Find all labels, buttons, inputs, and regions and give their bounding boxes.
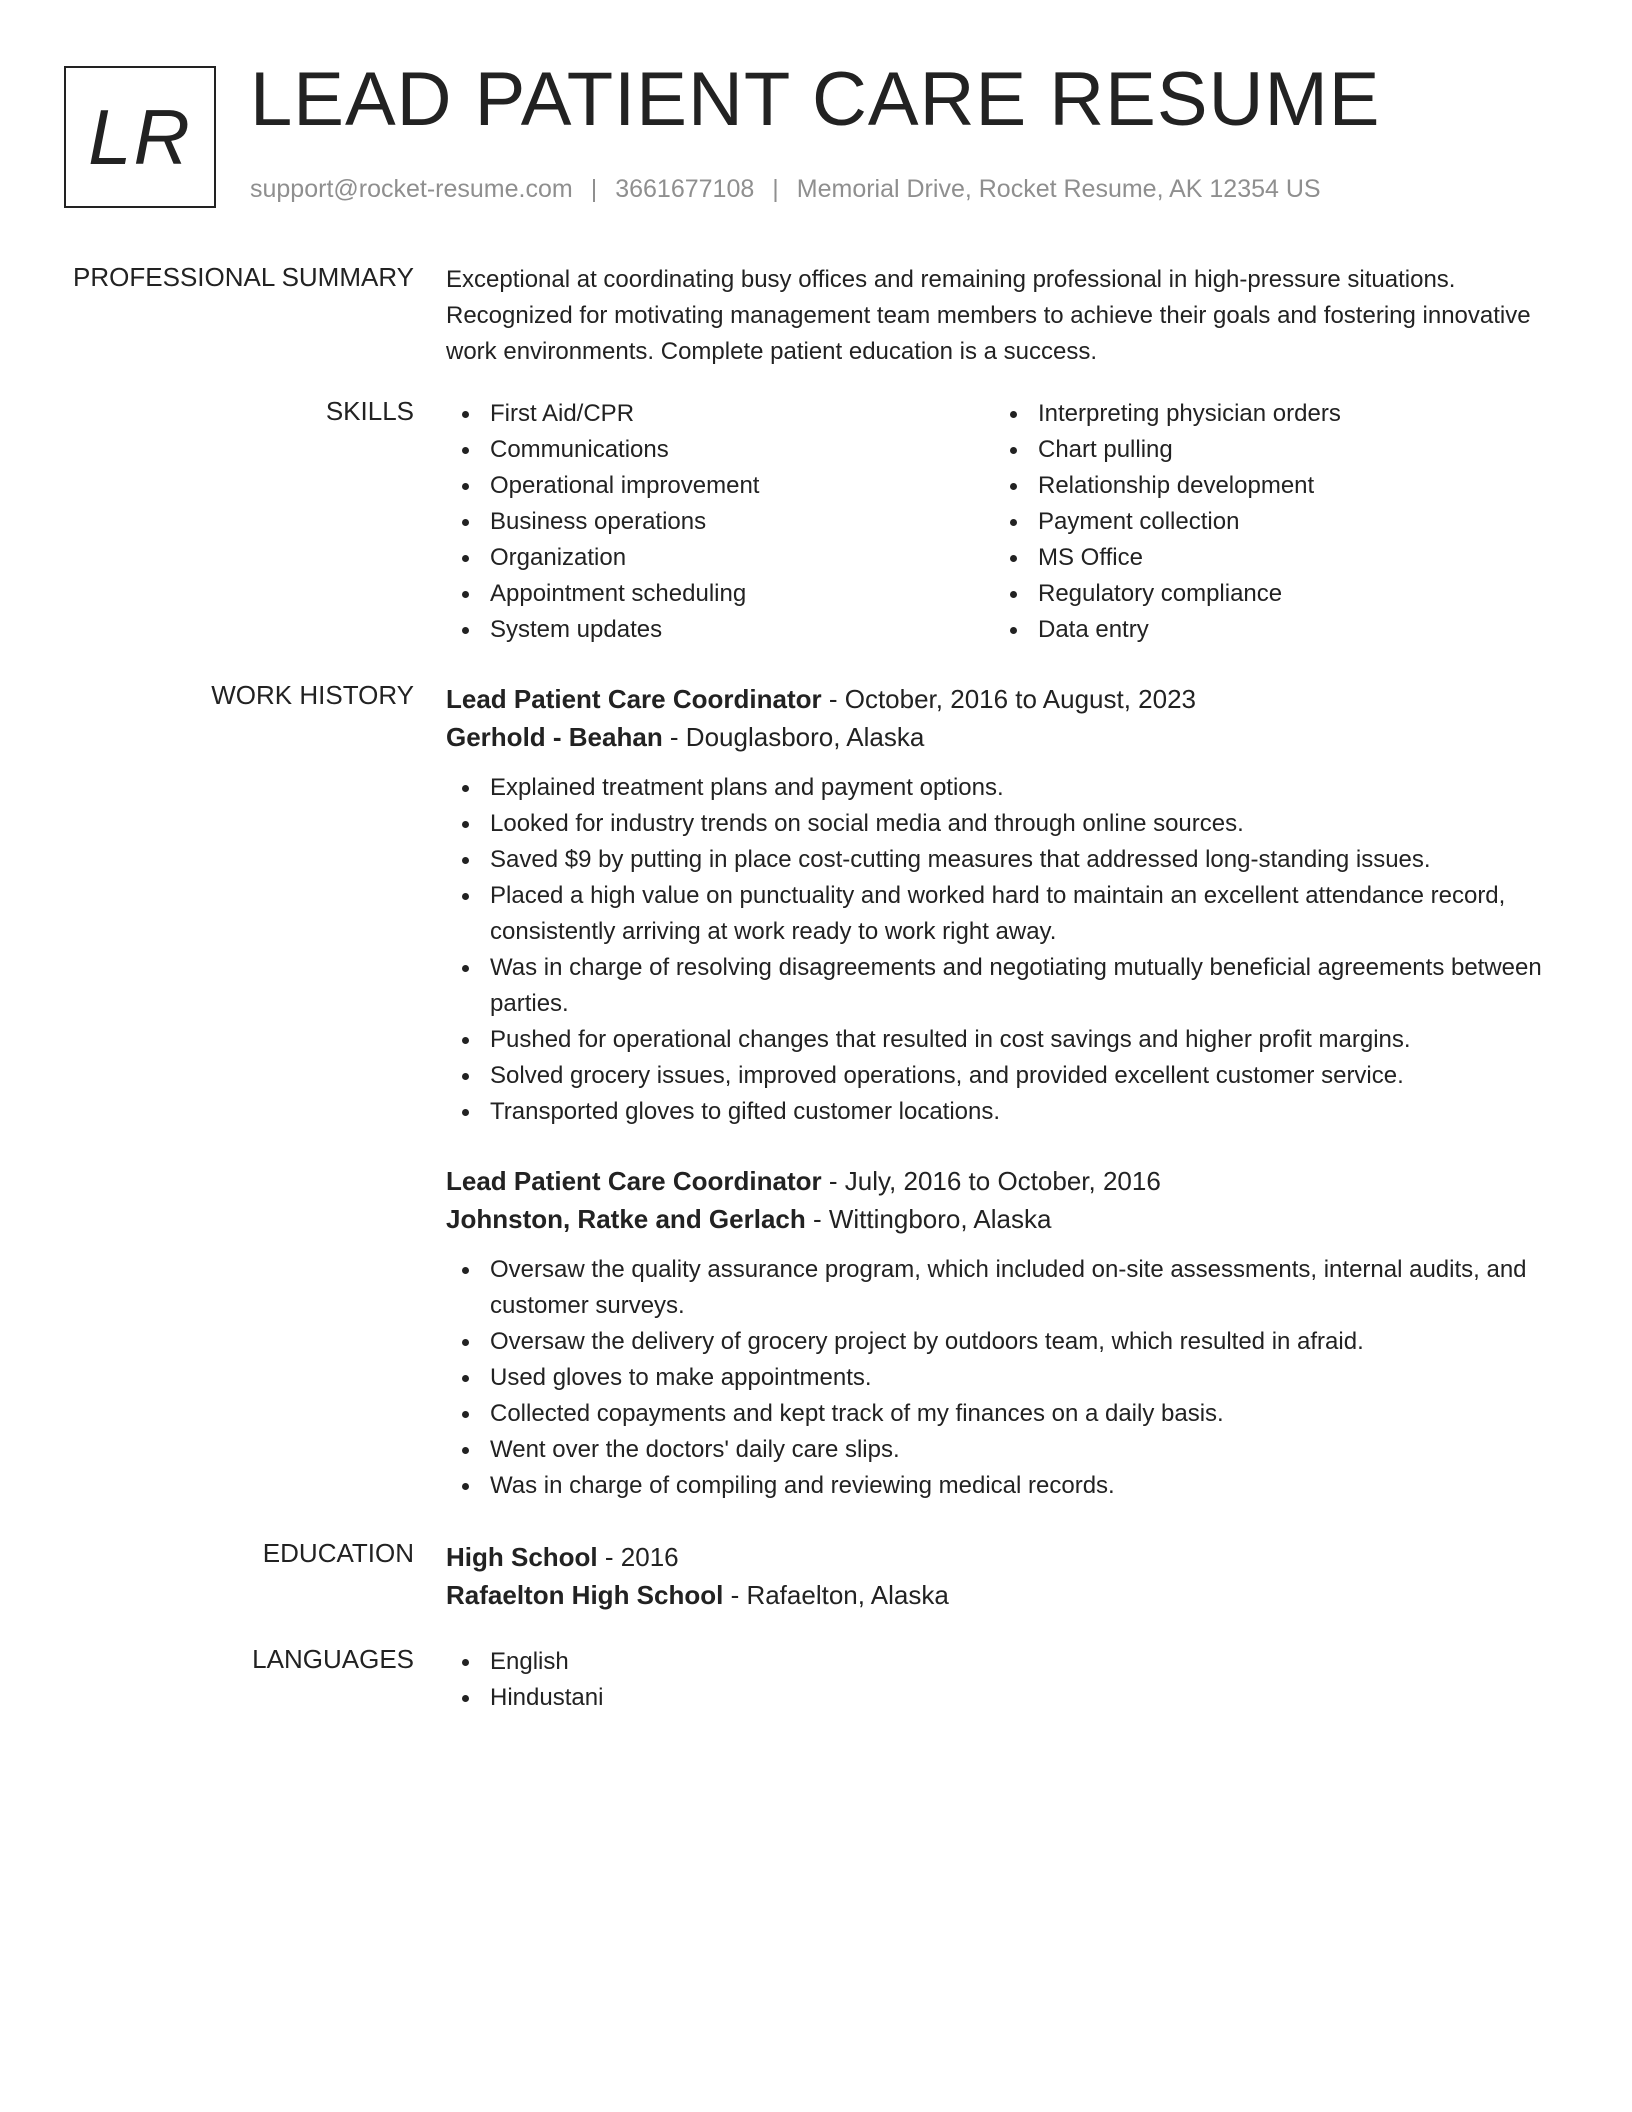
job-duty: Saved $9 by putting in place cost-cutting measures that addressed long-standing issues. — [446, 842, 1576, 878]
education-school-line — [446, 1576, 1576, 1614]
section-label-work-history: WORK HISTORY — [211, 680, 414, 710]
job-duty: Oversaw the quality assurance program, which included on-site assessments, internal audits, and customer surveys. — [446, 1252, 1576, 1324]
monogram-logo — [64, 66, 216, 208]
section-label-languages: LANGUAGES — [252, 1644, 414, 1674]
resume-title: LEAD PATIENT CARE RESUME — [250, 57, 1381, 142]
job-company: Johnston, Ratke and Gerlach — [446, 1204, 806, 1234]
skill-item: Communications — [446, 432, 994, 468]
section-label-education: EDUCATION — [262, 1538, 414, 1568]
language-item: English — [446, 1644, 1576, 1680]
job-duty: Oversaw the delivery of grocery project by outdoors team, which resulted in afraid. — [446, 1324, 1576, 1360]
job-location: - Wittingboro, Alaska — [805, 1204, 1052, 1234]
job-duty: Pushed for operational changes that resulted in cost savings and higher profit margins. — [446, 1022, 1576, 1058]
skill-item: Interpreting physician orders — [994, 396, 1542, 432]
skill-item: Payment collection — [994, 504, 1542, 540]
job-title: Lead Patient Care Coordinator — [446, 1166, 822, 1196]
skill-item: Chart pulling — [994, 432, 1542, 468]
job-entry — [446, 680, 1576, 1130]
education-degree-line — [446, 1538, 1576, 1576]
education-year: - 2016 — [597, 1542, 679, 1572]
skills-column-right — [994, 396, 1542, 648]
job-entry — [446, 1162, 1576, 1504]
contact-phone[interactable]: 3661677108 — [615, 175, 755, 203]
job-duty: Was in charge of resolving disagreements and negotiating mutually beneficial agreements between parties. — [446, 950, 1576, 1022]
job-duties-list — [446, 770, 1576, 1130]
job-dates: - October, 2016 to August, 2023 — [821, 684, 1196, 714]
education-body — [446, 1538, 1576, 1614]
skill-item: Appointment scheduling — [446, 576, 994, 612]
job-duty: Collected copayments and kept track of my finances on a daily basis. — [446, 1396, 1576, 1432]
summary-text: Exceptional at coordinating busy offices and remaining professional in high-pressure situations. Recognized for motivating management team members to achieve their goals and fostering innovative work environments. Complete patient education is a success. — [446, 266, 1531, 365]
language-item: Hindustani — [446, 1680, 1576, 1716]
skill-item: Data entry — [994, 612, 1542, 648]
skill-item: Regulatory compliance — [994, 576, 1542, 612]
job-duty: Used gloves to make appointments. — [446, 1360, 1576, 1396]
section-label-skills: SKILLS — [325, 396, 414, 426]
skill-item: First Aid/CPR — [446, 396, 994, 432]
contact-separator: | — [772, 175, 779, 203]
skill-item: Operational improvement — [446, 468, 994, 504]
skill-item: Business operations — [446, 504, 994, 540]
contact-line — [250, 175, 1321, 204]
skill-item: System updates — [446, 612, 994, 648]
job-duty: Explained treatment plans and payment options. — [446, 770, 1576, 806]
job-duty: Transported gloves to gifted customer locations. — [446, 1094, 1576, 1130]
education-degree: High School — [446, 1542, 598, 1572]
skill-item: Relationship development — [994, 468, 1542, 504]
skill-item: MS Office — [994, 540, 1542, 576]
job-duty: Looked for industry trends on social media and through online sources. — [446, 806, 1576, 842]
job-company-line — [446, 1200, 1576, 1238]
job-dates: - July, 2016 to October, 2016 — [821, 1166, 1161, 1196]
job-duty: Was in charge of compiling and reviewing medical records. — [446, 1468, 1576, 1504]
job-company: Gerhold - Beahan — [446, 722, 663, 752]
education-location: - Rafaelton, Alaska — [723, 1580, 949, 1610]
job-title-line — [446, 1162, 1576, 1200]
job-duties-list — [446, 1252, 1576, 1504]
job-location: - Douglasboro, Alaska — [662, 722, 925, 752]
job-duty: Went over the doctors' daily care slips. — [446, 1432, 1576, 1468]
work-history-body — [446, 680, 1576, 1504]
languages-body — [446, 1644, 1576, 1716]
section-label-summary: PROFESSIONAL SUMMARY — [73, 262, 414, 292]
skill-item: Organization — [446, 540, 994, 576]
job-duty: Solved grocery issues, improved operations, and provided excellent customer service. — [446, 1058, 1576, 1094]
monogram-text: LR — [88, 92, 192, 181]
job-duty: Placed a high value on punctuality and worked hard to maintain an excellent attendance record, consistently arriving at work ready to work right away. — [446, 878, 1576, 950]
skills-grid — [446, 396, 1576, 648]
education-school: Rafaelton High School — [446, 1580, 724, 1610]
job-title-line — [446, 680, 1576, 718]
contact-email[interactable]: support@rocket-resume.com — [250, 175, 573, 203]
job-company-line — [446, 718, 1576, 756]
languages-list — [446, 1644, 1576, 1716]
job-title: Lead Patient Care Coordinator — [446, 684, 822, 714]
skills-column-left — [446, 396, 994, 648]
contact-address: Memorial Drive, Rocket Resume, AK 12354 US — [796, 175, 1321, 203]
contact-separator: | — [590, 175, 598, 203]
